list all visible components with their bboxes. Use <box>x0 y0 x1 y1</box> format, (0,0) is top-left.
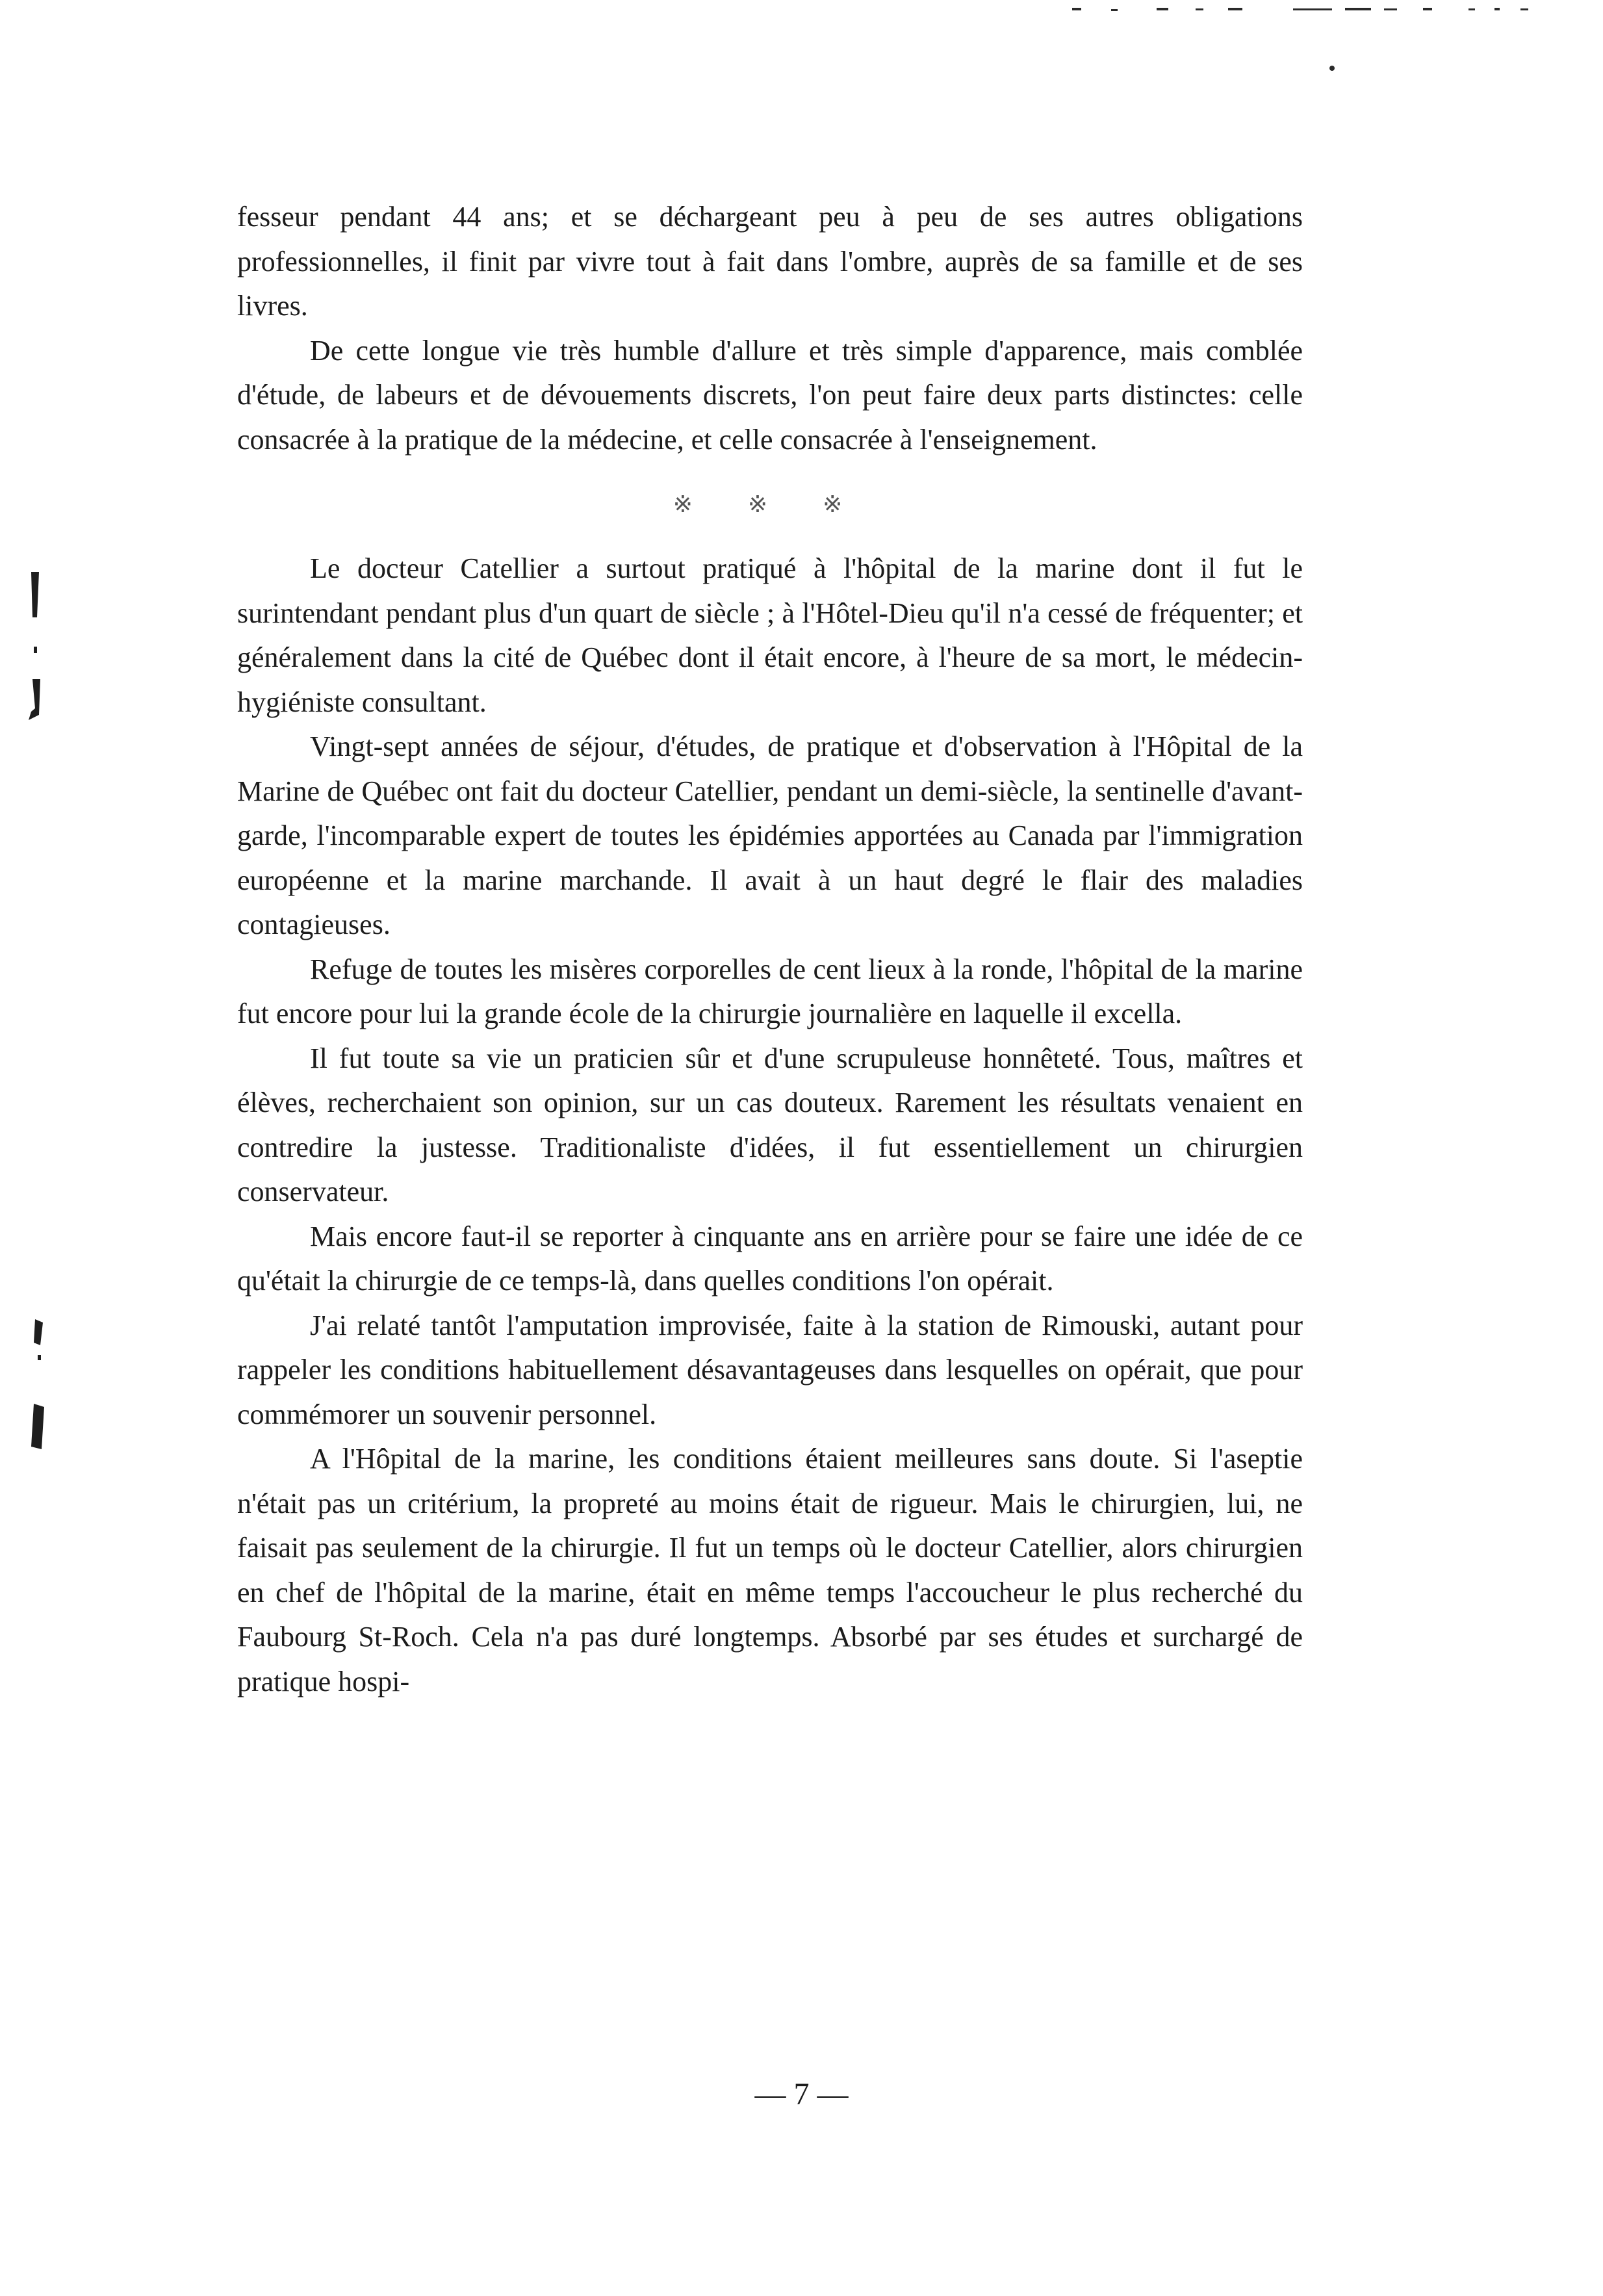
section-separator: ※ ※ ※ <box>673 491 867 517</box>
top-edge-noise <box>1072 8 1528 71</box>
page-number: — 7 — <box>754 2077 849 2111</box>
paragraph-6: Il fut toute sa vie un praticien sûr et d'une scrupuleuse honnêteté. Tous, maîtres et élèves, recherchaient son opinion, sur un cas douteux. Rarement les résultats venaient en contredire la justesse. Traditionaliste d'idées, il fut essentiellement un chirurgien conservateur. <box>237 1042 1303 1207</box>
left-margin-marks <box>29 572 44 1449</box>
text-column <box>237 195 1303 1704</box>
paragraph-9: A l'Hôpital de la marine, les conditions étaient meilleures sans doute. Si l'aseptie n'était pas un critérium, la propreté au moins était de rigueur. Mais le chirurgien, lui, ne faisait pas seulement de la chirurgie. Il fut un temps où le docteur Catellier, alors chirurgien en chef de l'hôpital de la marine, était en même temps l'accoucheur le plus recherché du Faubourg St-Roch. Cela n'a pas duré longtemps. Absorbé par ses études et surchargé de pratique hospi- <box>237 1443 1303 1697</box>
paragraph-1: fesseur pendant 44 ans; et se déchargeant peu à peu de ses autres obligations professionnelles, il finit par vivre tout à fait dans l'ombre, auprès de sa famille et de ses livres. <box>237 201 1303 322</box>
paragraph-7: Mais encore faut-il se reporter à cinquante ans en arrière pour se faire une idée de ce qu'était la chirurgie de ce temps-là, dans quelles conditions l'on opérait. <box>237 1220 1303 1296</box>
paragraph-8: J'ai relaté tantôt l'amputation improvisée, faite à la station de Rimouski, autant pour rappeler les conditions habituellement désavantageuses dans lesquelles on opérait, que pour commémorer un souvenir personnel. <box>237 1309 1303 1430</box>
paragraph-2: De cette longue vie très humble d'allure et très simple d'apparence, mais comblée d'étude, de labeurs et de dévouements discrets, l'on peut faire deux parts distinctes: celle consacrée à la pratique de la médecine, et celle consacrée à l'enseignement. <box>237 334 1303 456</box>
paragraph-3: Le docteur Catellier a surtout pratiqué à l'hôpital de la marine dont il fut le surintendant pendant plus d'un quart de siècle ; à l'Hôtel-Dieu qu'il n'a cessé de fréquenter; et généralement dans la cité de Québec dont il était encore, à l'heure de sa mort, le médecin-hygiéniste consultant. <box>237 552 1303 718</box>
paragraph-5: Refuge de toutes les misères corporelles de cent lieux à la ronde, l'hôpital de la marine fut encore pour lui la grande école de la chirurgie journalière en laquelle il excella. <box>237 953 1303 1029</box>
paragraph-4: Vingt-sept années de séjour, d'études, de pratique et d'observation à l'Hôpital de la Marine de Québec ont fait du docteur Catellier, pendant un demi-siècle, la sentinelle d'avant-garde, l'incomparable expert de toutes les épidémies apportées au Canada par l'immigration européenne et la marine marchande. Il avait à un haut degré le flair des maladies contagieuses. <box>237 730 1303 940</box>
